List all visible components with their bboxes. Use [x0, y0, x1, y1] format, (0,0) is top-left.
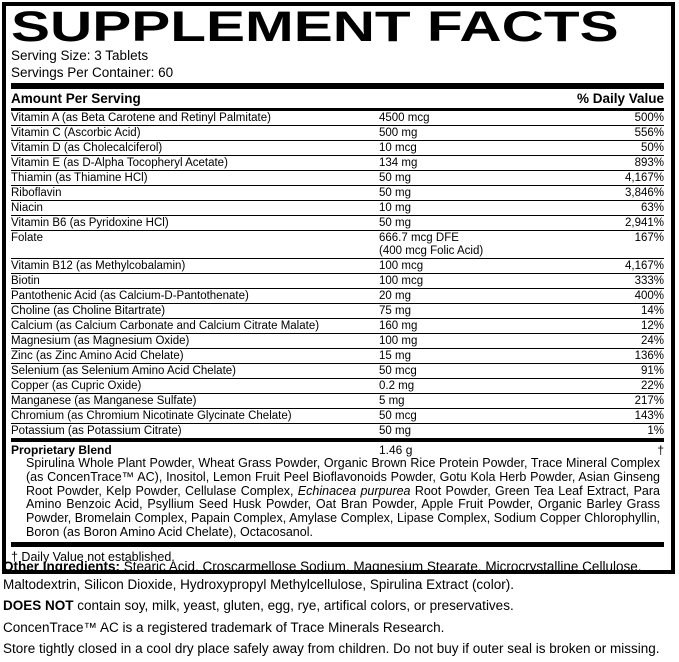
- blend-desc-pre: Spirulina Whole Plant Powder, Wheat Grass Powder, Organic Brown Rice Protein Powder, Trace Mineral Complex (as ConcenTrace™ AC), Inositol, Lemon Fruit Peel Bioflavonoids Powder, Gotu Kola Herb Powder, Asian Ginseng Root Powder, Kelp Powder, Cellulase Complex,: [26, 456, 660, 498]
- table-row: [11, 216, 664, 231]
- blend-desc-post: Root Powder, Green Tea Leaf Extract, Para Amino Benzoic Acid, Psyllium Seed Husk Powder, Oat Bran Powder, Apple Fruit Powder, Organic Barley Grass Powder, Bromelain Complex, Papain Complex, Amylase Complex, Lipase Complex, Sodium Copper Chlorophyllin, Boron (as Boron Amino Acid Chelate), Octacosanol.: [26, 483, 660, 539]
- table-row: [11, 409, 664, 424]
- nutrient-name: Vitamin A (as Beta Carotene and Retinyl Palmitate): [11, 111, 271, 124]
- nutrient-amount: 50 mg: [379, 186, 411, 199]
- blend-amount: 1.46 g: [379, 443, 413, 457]
- nutrient-daily-value: 12%: [640, 319, 664, 332]
- serving-size: Serving Size: 3 Tablets: [11, 48, 149, 63]
- nutrient-name: Vitamin D (as Cholecalciferol): [11, 141, 163, 154]
- other-ingredients-text: Stearic Acid, Croscarmellose Sodium, Magnesium Stearate, Microcrystalline Cellulose, Maltodextrin, Silicon Dioxide, Hydroxypropyl Methylcellulose, Spirulina Extract (color).: [3, 559, 642, 592]
- nutrient-amount: 0.2 mg: [379, 379, 415, 392]
- table-row: [11, 126, 664, 141]
- nutrient-amount: 50 mg: [379, 171, 411, 184]
- footer-notes: [3, 558, 676, 662]
- nutrient-name: Folate: [11, 231, 43, 244]
- table-row: [11, 334, 664, 349]
- nutrient-amount: 75 mg: [379, 304, 411, 317]
- table-row: [11, 379, 664, 394]
- nutrient-daily-value: 556%: [634, 126, 664, 139]
- panel-title-wrap: [11, 3, 664, 51]
- nutrient-name: Thiamin (as Thiamine HCl): [11, 171, 148, 184]
- table-row: [11, 364, 664, 379]
- nutrient-amount: 100 mcg: [379, 274, 424, 287]
- nutrient-daily-value: 217%: [634, 394, 664, 407]
- does-not-contain: [3, 597, 676, 615]
- blend-desc-italic: Echinacea purpurea: [297, 483, 411, 498]
- nutrient-name: Vitamin B6 (as Pyridoxine HCl): [11, 216, 169, 229]
- nutrient-amount: 5 mg: [379, 394, 405, 407]
- nutrient-name: Chromium (as Chromium Nicotinate Glycinate Chelate): [11, 409, 292, 422]
- table-row: [11, 424, 664, 438]
- nutrient-name: Pantothenic Acid (as Calcium-D-Pantothenate): [11, 289, 249, 302]
- nutrient-name: Manganese (as Manganese Sulfate): [11, 394, 197, 407]
- nutrient-amount: 666.7 mcg DFE (400 mcg Folic Acid): [379, 231, 484, 257]
- table-row: [11, 111, 664, 126]
- table-row: [11, 349, 664, 364]
- other-ingredients: [3, 558, 676, 593]
- nutrient-name: Copper (as Cupric Oxide): [11, 379, 142, 392]
- does-not-label: DOES NOT: [3, 598, 74, 613]
- nutrient-amount: 100 mcg: [379, 259, 424, 272]
- nutrient-daily-value: 24%: [640, 334, 664, 347]
- nutrient-daily-value: 14%: [640, 304, 664, 317]
- nutrient-amount: 50 mcg: [379, 409, 417, 422]
- table-row: [11, 231, 664, 259]
- nutrient-daily-value: 400%: [634, 289, 664, 302]
- nutrient-daily-value: 4,167%: [624, 171, 664, 184]
- table-row: [11, 141, 664, 156]
- nutrient-name: Potassium (as Potassium Citrate): [11, 424, 182, 437]
- nutrient-name: Vitamin B12 (as Methylcobalamin): [11, 259, 186, 272]
- blend-dagger: †: [657, 443, 664, 457]
- nutrient-daily-value: 22%: [640, 379, 664, 392]
- nutrient-daily-value: 333%: [634, 274, 664, 287]
- blend-description: [26, 457, 660, 540]
- nutrient-name: Magnesium (as Magnesium Oxide): [11, 334, 190, 347]
- nutrient-amount: 500 mg: [379, 126, 418, 139]
- storage-note: Store tightly closed in a cool dry place safely away from children. Do not buy if outer seal is broken or missing.: [3, 641, 660, 656]
- nutrient-name: Vitamin C (Ascorbic Acid): [11, 126, 141, 139]
- nutrient-amount: 50 mg: [379, 216, 411, 229]
- nutrient-daily-value: 2,941%: [624, 216, 664, 229]
- nutrient-amount: 20 mg: [379, 289, 411, 302]
- nutrient-amount: 50 mcg: [379, 364, 417, 377]
- nutrient-amount: 134 mg: [379, 156, 418, 169]
- nutrient-amount: 50 mg: [379, 424, 411, 437]
- nutrient-daily-value: 893%: [634, 156, 664, 169]
- table-row: [11, 394, 664, 409]
- table-row: [11, 289, 664, 304]
- table-row: [11, 156, 664, 171]
- proprietary-blend-row: [11, 442, 664, 457]
- nutrient-name: Choline (as Choline Bitartrate): [11, 304, 166, 317]
- facts-rows: [11, 111, 664, 438]
- nutrient-daily-value: 167%: [634, 231, 664, 244]
- trademark-note: ConcenTrace™ AC is a registered trademark of Trace Minerals Research.: [3, 619, 445, 635]
- nutrient-amount: 4500 mcg: [379, 111, 430, 124]
- servings-per-container: Servings Per Container: 60: [11, 65, 174, 80]
- table-row: [11, 274, 664, 289]
- nutrient-name: Riboflavin: [11, 186, 62, 199]
- nutrient-daily-value: 4,167%: [624, 259, 664, 272]
- table-row: [11, 201, 664, 216]
- nutrient-daily-value: 91%: [640, 364, 664, 377]
- nutrient-daily-value: 143%: [634, 409, 664, 422]
- nutrient-daily-value: 63%: [640, 201, 664, 214]
- table-row: [11, 259, 664, 274]
- nutrient-amount: 10 mg: [379, 201, 411, 214]
- nutrient-name: Vitamin E (as D-Alpha Tocopheryl Acetate): [11, 156, 228, 169]
- nutrient-amount: 160 mg: [379, 319, 418, 332]
- does-not-text: contain soy, milk, yeast, gluten, egg, rye, artifical colors, or preservatives.: [73, 598, 514, 613]
- nutrient-daily-value: 50%: [640, 141, 664, 154]
- table-row: [11, 304, 664, 319]
- nutrient-name: Selenium (as Selenium Amino Acid Chelate): [11, 364, 237, 377]
- table-row: [11, 319, 664, 334]
- daily-value-header: % Daily Value: [576, 91, 664, 106]
- amount-per-serving-header: Amount Per Serving: [11, 91, 141, 106]
- nutrient-amount: 10 mcg: [379, 141, 417, 154]
- nutrient-daily-value: 136%: [634, 349, 664, 362]
- panel-title: SUPPLEMENT FACTS: [11, 3, 619, 51]
- nutrient-amount: 100 mg: [379, 334, 418, 347]
- table-row: [11, 186, 664, 201]
- column-header-row: [11, 89, 664, 108]
- nutrient-name: Biotin: [11, 274, 40, 287]
- other-ingredients-label: Other Ingredients:: [3, 559, 121, 574]
- nutrient-daily-value: 500%: [634, 111, 664, 124]
- table-row: [11, 171, 664, 186]
- nutrient-amount: 15 mg: [379, 349, 411, 362]
- nutrient-name: Niacin: [11, 201, 43, 214]
- nutrient-daily-value: 3,846%: [624, 186, 664, 199]
- daily-value-footnote: † Daily Value not established.: [11, 549, 175, 564]
- nutrient-daily-value: 1%: [647, 424, 664, 437]
- blend-name: Proprietary Blend: [11, 443, 112, 457]
- supplement-facts-panel: [2, 2, 675, 574]
- nutrient-name: Calcium (as Calcium Carbonate and Calcium Citrate Malate): [11, 319, 320, 332]
- nutrient-name: Zinc (as Zinc Amino Acid Chelate): [11, 349, 184, 362]
